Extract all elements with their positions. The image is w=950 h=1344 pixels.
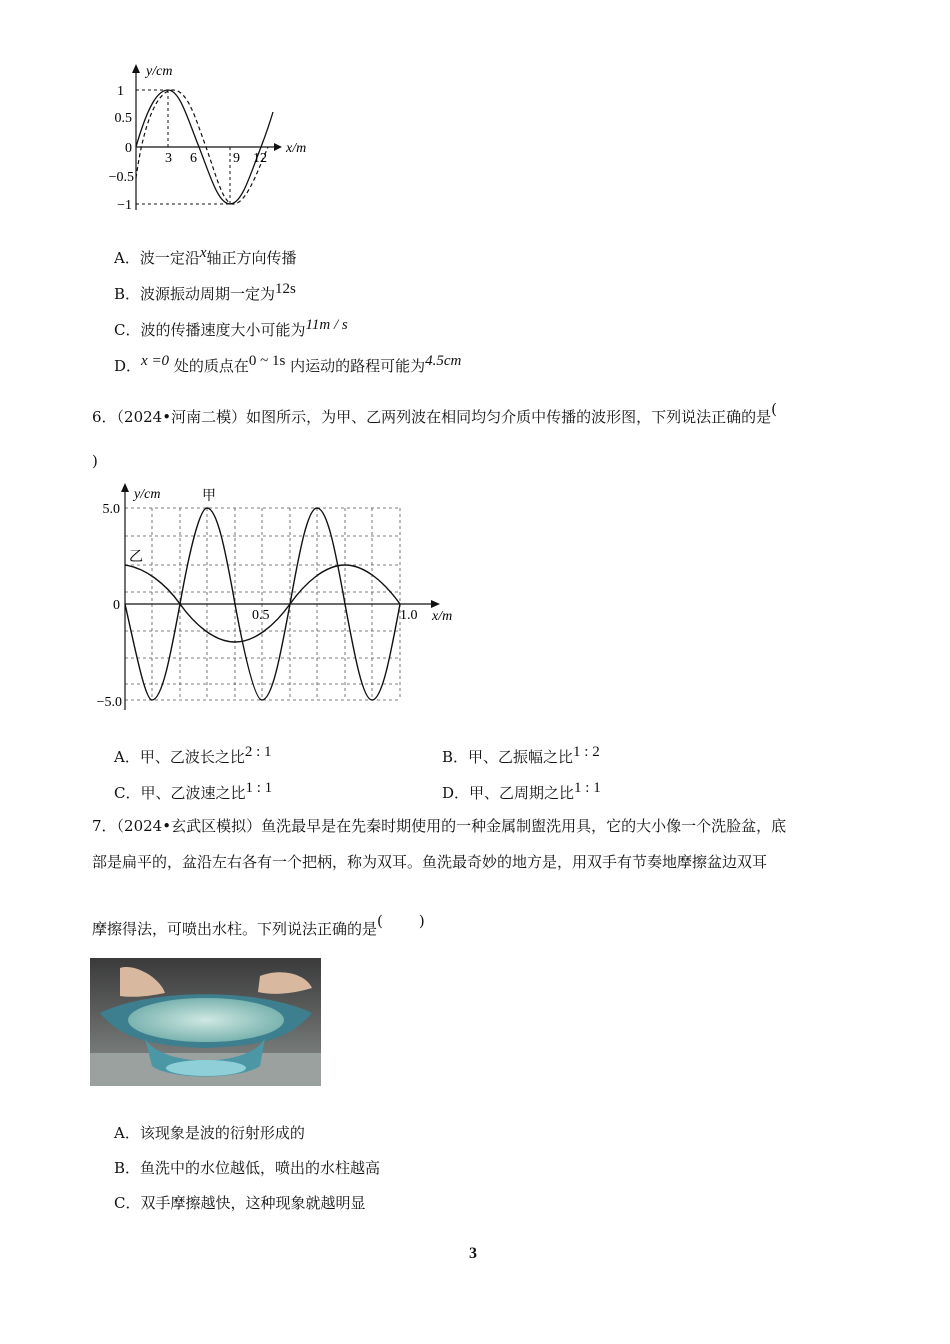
y-tick: −1 xyxy=(117,198,132,213)
q5-option-a: A．波一定沿x轴正方向传播 xyxy=(114,245,297,267)
fish-basin-photo xyxy=(90,958,321,1086)
x-tick: 3 xyxy=(165,151,172,166)
y-tick: 1 xyxy=(117,84,124,99)
page-number: 3 xyxy=(469,1245,477,1262)
x-tick: 9 xyxy=(233,151,240,166)
q7-stem-line1: 7．（2024•玄武区模拟）鱼洗最早是在先秦时期使用的一种金属制盥洗用具，它的大小像一个洗脸盆，底 xyxy=(92,817,787,835)
q5-option-d: D．x =0 处的质点在0 ~ 1s 内运动的路程可能为4.5cm xyxy=(114,353,462,375)
y-tick: −0.5 xyxy=(108,170,134,185)
x-axis-label: x/m xyxy=(432,609,453,624)
wave-graph-q6 xyxy=(90,478,470,718)
q7-stem-line3: 摩擦得法，可喷出水柱。下列说法正确的是( ) xyxy=(92,912,425,938)
wave-graph-q5 xyxy=(88,60,338,220)
q5-option-b: B．波源振动周期一定为12s xyxy=(114,281,296,303)
q7-option-a: A．该现象是波的衍射形成的 xyxy=(114,1124,305,1142)
q6-option-a: A．甲、乙波长之比2 : 1 xyxy=(114,744,272,766)
x-tick: 1.0 xyxy=(400,608,418,623)
q7-option-b: B．鱼洗中的水位越低，喷出的水柱越高 xyxy=(114,1159,381,1177)
wave-jia-label: 甲 xyxy=(202,489,216,504)
q6-option-b: B．甲、乙振幅之比1 : 2 xyxy=(442,744,600,766)
y-axis-label: y/cm xyxy=(146,64,173,79)
q6-stem: 6．（2024•河南二模）如图所示，为甲、乙两列波在相同均匀介质中传播的波形图，下列说法正确的是( xyxy=(92,400,777,426)
y-tick: 0 xyxy=(113,598,120,613)
x-tick: 0.5 xyxy=(252,608,270,623)
q6-option-d: D．甲、乙周期之比1 : 1 xyxy=(442,780,601,802)
q6-close-paren: ) xyxy=(92,452,98,470)
q7-option-c: C．双手摩擦越快，这种现象就越明显 xyxy=(114,1194,366,1212)
x-tick: 6 xyxy=(190,151,197,166)
y-axis-label: y/cm xyxy=(134,487,161,502)
y-tick: 5.0 xyxy=(102,502,120,517)
y-tick: 0.5 xyxy=(114,111,132,126)
y-tick: −5.0 xyxy=(96,695,122,710)
x-tick: 12 xyxy=(253,151,267,166)
y-tick: 0 xyxy=(125,141,132,156)
x-axis-label: x/m xyxy=(286,141,307,156)
q5-option-c: C．波的传播速度大小可能为11m / s xyxy=(114,317,348,339)
q7-stem-line2: 部是扁平的，盆沿左右各有一个把柄，称为双耳。鱼洗最奇妙的地方是，用双手有节奏地摩擦盆边双耳 xyxy=(92,853,768,871)
wave-yi-label: 乙 xyxy=(129,550,143,565)
q6-option-c: C．甲、乙波速之比1 : 1 xyxy=(114,780,273,802)
